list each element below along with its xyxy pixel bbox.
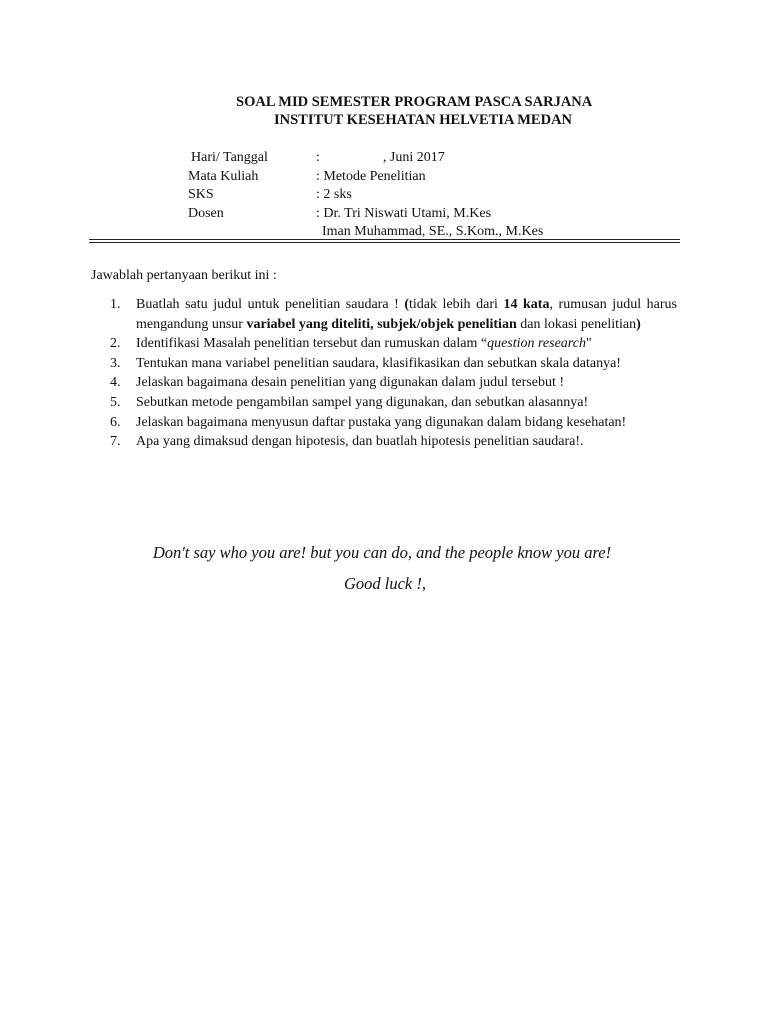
header-divider-top <box>89 239 680 240</box>
question-text: Jelaskan bagaimana menyusun daftar pustaka yang digunakan dalam bidang kesehatan! <box>136 414 627 430</box>
lecturer-label: Dosen <box>188 205 224 221</box>
instruction-text: Jawablah pertanyaan berikut ini : <box>91 268 277 283</box>
question-text-part: , rumusan judul harus mengandung unsur <box>136 297 677 332</box>
header-divider-bottom <box>89 242 680 243</box>
question-item <box>110 295 677 334</box>
question-text-part: dan lokasi penelitian <box>516 316 637 332</box>
question-text-part: ( <box>404 297 409 312</box>
good-luck-text: Good luck !, <box>343 574 427 593</box>
info-row-date <box>188 149 543 168</box>
question-text-part: ) <box>636 316 641 332</box>
question-list <box>110 295 677 452</box>
exam-title: SOAL MID SEMESTER PROGRAM PASCA SARJANA <box>236 94 593 110</box>
course-value: : Metode Penelitian <box>316 168 426 184</box>
question-item <box>110 413 677 433</box>
question-text-bold: variabel yang diteliti, subjek/objek penelitian <box>246 316 517 332</box>
question-item <box>110 393 677 413</box>
question-number: 6. <box>110 414 121 430</box>
motivational-quote: Don't say who you are! but you can do, and the people know you are! <box>152 543 612 562</box>
question-text: Sebutkan metode pengambilan sampel yang digunakan, dan sebutkan alasannya! <box>136 394 589 410</box>
question-text-part: tidak lebih dari <box>409 297 504 312</box>
question-text <box>136 295 677 334</box>
exam-info-block <box>188 149 543 242</box>
question-text: Tentukan mana variabel penelitian saudara, klasifikasikan dan sebutkan skala datanya! <box>136 355 621 371</box>
question-item <box>110 354 677 374</box>
date-value: : , Juni 2017 <box>316 150 445 165</box>
question-text-part: Buatlah satu judul untuk penelitian saudara ! <box>136 297 405 312</box>
info-row-lecturer <box>188 205 543 224</box>
question-item <box>110 432 677 452</box>
course-label: Mata Kuliah <box>188 168 259 184</box>
lecturer-value-2: Iman Muhammad, SE., S.Kom., M.Kes <box>322 224 544 239</box>
question-number: 7. <box>110 434 121 450</box>
question-item <box>110 334 677 354</box>
question-item <box>110 373 677 393</box>
info-row-course <box>188 168 543 187</box>
sks-label: SKS <box>188 187 214 202</box>
question-text <box>136 334 677 354</box>
question-text-part: Identifikasi Masalah penelitian tersebut dan rumuskan dalam “ <box>136 336 488 352</box>
question-text: Apa yang dimaksud dengan hipotesis, dan buatlah hipotesis penelitian saudara!. <box>136 434 584 450</box>
lecturer-value: : Dr. Tri Niswati Utami, M.Kes <box>316 205 492 221</box>
question-text-italic: question research <box>487 336 586 352</box>
sks-value: : 2 sks <box>316 187 352 202</box>
question-number: 4. <box>110 375 121 391</box>
question-number: 2. <box>110 336 121 352</box>
question-text-part: " <box>585 336 592 352</box>
date-label: Hari/ Tanggal <box>191 150 268 165</box>
question-number: 5. <box>110 394 121 410</box>
info-row-sks <box>188 186 543 205</box>
question-text-bold: 14 kata <box>503 297 550 312</box>
institution-name: INSTITUT KESEHATAN HELVETIA MEDAN <box>274 112 573 128</box>
question-text: Jelaskan bagaimana desain penelitian yang digunakan dalam judul tersebut ! <box>136 375 565 391</box>
question-number: 1. <box>110 297 121 312</box>
question-number: 3. <box>110 355 121 371</box>
